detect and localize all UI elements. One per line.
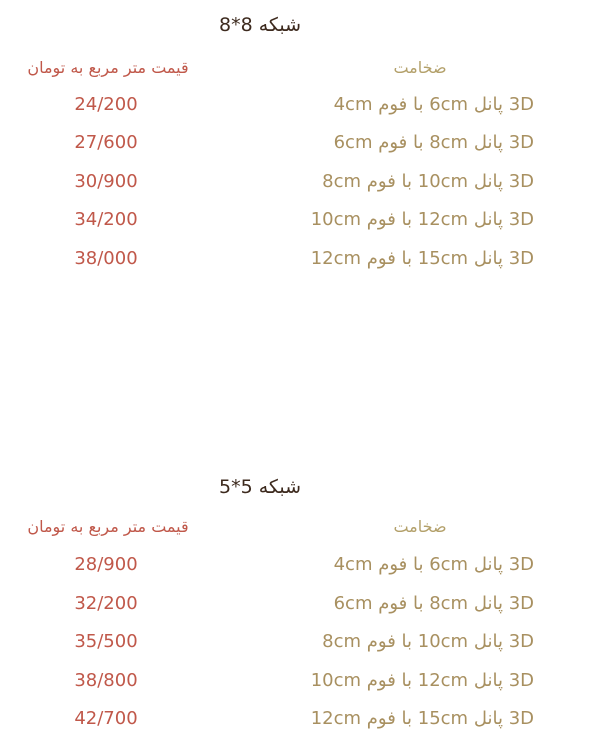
table-row xyxy=(0,248,600,278)
table-row xyxy=(0,209,600,239)
thickness-cell: 3D پانل 10cm با فوم 8cm xyxy=(322,631,534,652)
thickness-cell: 3D پانل 12cm با فوم 10cm xyxy=(310,209,534,230)
thickness-cell: 3D پانل 6cm با فوم 4cm xyxy=(333,94,534,115)
price-header: قیمت متر مربع به تومان xyxy=(27,58,189,77)
thickness-cell: 3D پانل 10cm با فوم 8cm xyxy=(322,171,534,192)
thickness-cell: 3D پانل 15cm با فوم 12cm xyxy=(310,708,534,729)
table-row xyxy=(0,631,600,661)
thickness-cell: 3D پانل 8cm با فوم 6cm xyxy=(333,132,534,153)
thickness-cell: 3D پانل 8cm با فوم 6cm xyxy=(333,593,534,614)
section-title: شبکه 5*5 xyxy=(218,476,302,498)
price-cell: 24/200 xyxy=(74,94,138,115)
price-cell: 28/900 xyxy=(74,554,138,575)
thickness-cell: 3D پانل 15cm با فوم 12cm xyxy=(310,248,534,269)
price-cell: 38/800 xyxy=(74,670,138,691)
table-row xyxy=(0,554,600,584)
price-cell: 27/600 xyxy=(74,132,138,153)
thickness-header: ضخامت xyxy=(393,58,447,77)
price-cell: 42/700 xyxy=(74,708,138,729)
table-row xyxy=(0,708,600,738)
thickness-cell: 3D پانل 12cm با فوم 10cm xyxy=(310,670,534,691)
thickness-cell: 3D پانل 6cm با فوم 4cm xyxy=(333,554,534,575)
table-row xyxy=(0,132,600,162)
section-title: شبکه 8*8 xyxy=(218,14,302,36)
price-cell: 32/200 xyxy=(74,593,138,614)
table-row xyxy=(0,593,600,623)
price-cell: 38/000 xyxy=(74,248,138,269)
table-row xyxy=(0,670,600,700)
price-cell: 30/900 xyxy=(74,171,138,192)
price-cell: 35/500 xyxy=(74,631,138,652)
thickness-header: ضخامت xyxy=(393,517,447,536)
table-row xyxy=(0,94,600,124)
price-cell: 34/200 xyxy=(74,209,138,230)
price-header: قیمت متر مربع به تومان xyxy=(27,517,189,536)
table-row xyxy=(0,171,600,201)
